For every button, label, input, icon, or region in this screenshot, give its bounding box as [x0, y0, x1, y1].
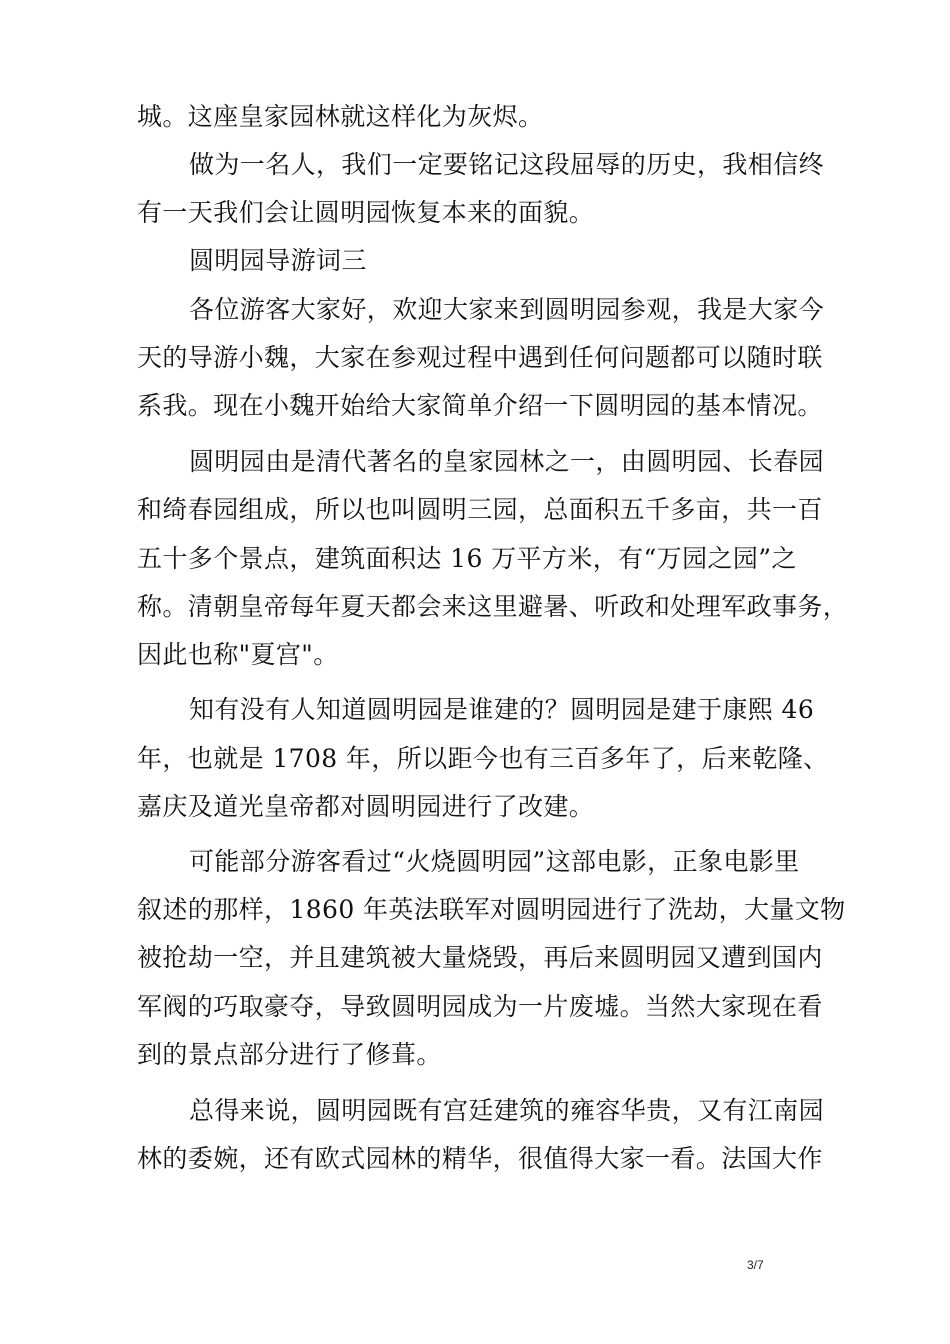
text-line: 五十多个景点，建筑面积达 16 万平方米，有“万园之园”之	[137, 544, 797, 573]
paragraph-first-line: 可能部分游客看过“火烧圆明园”这部电影，正象电影里	[189, 847, 800, 876]
text-line: 被抢劫一空，并且建筑被大量烧毁，再后来圆明园又遭到国内	[137, 943, 823, 972]
paragraph-first-line: 圆明园由是清代著名的皇家园林之一，由圆明园、长春园	[189, 447, 825, 476]
paragraph-first-line: 知有没有人知道圆明园是谁建的？圆明园是建于康熙 46	[189, 695, 815, 724]
text-line: 天的导游小魏，大家在参观过程中遇到任何问题都可以随时联	[137, 343, 823, 372]
text-line: 系我。现在小魏开始给大家简单介绍一下圆明园的基本情况。	[137, 391, 823, 420]
paragraph-first-line: 做为一名人，我们一定要铭记这段屈辱的历史，我相信终	[189, 150, 825, 179]
section-heading: 圆明园导游词三	[189, 246, 367, 275]
text-line: 有一天我们会让圆明园恢复本来的面貌。	[137, 198, 595, 227]
text-line: 到的景点部分进行了修葺。	[137, 1040, 442, 1069]
text-line: 城。这座皇家园林就这样化为灰烬。	[137, 102, 544, 131]
paragraph-first-line: 总得来说，圆明园既有宫廷建筑的雍容华贵，又有江南园	[189, 1096, 825, 1125]
paragraph-first-line: 各位游客大家好，欢迎大家来到圆明园参观，我是大家今	[189, 295, 825, 324]
text-line: 林的委婉，还有欧式园林的精华，很值得大家一看。法国大作	[137, 1144, 823, 1173]
page-number: 3/7	[747, 1258, 764, 1272]
text-line: 称。清朝皇帝每年夏天都会来这里避暑、听政和处理军政事务，	[137, 592, 849, 621]
text-line: 叙述的那样，1860 年英法联军对圆明园进行了洗劫，大量文物	[137, 895, 846, 924]
text-line: 年，也就是 1708 年，所以距今也有三百多年了，后来乾隆、	[137, 744, 829, 773]
text-line: 因此也称"夏宫"。	[137, 640, 339, 669]
text-line: 嘉庆及道光皇帝都对圆明园进行了改建。	[137, 792, 595, 821]
text-line: 和绮春园组成，所以也叫圆明三园，总面积五千多亩，共一百	[137, 495, 823, 524]
text-line: 军阀的巧取豪夺，导致圆明园成为一片废墟。当然大家现在看	[137, 992, 823, 1021]
